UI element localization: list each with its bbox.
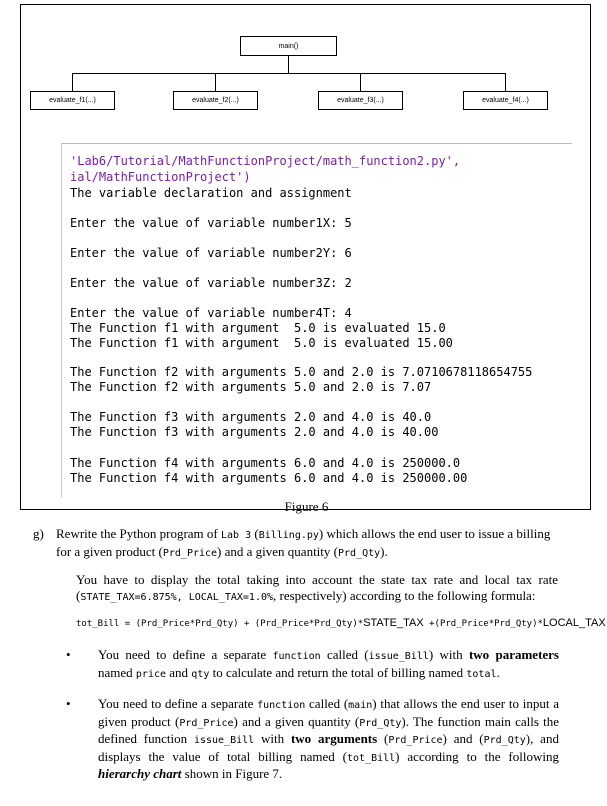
- bullet-1: [98, 647, 559, 682]
- code-text: Prd_Price: [388, 735, 443, 746]
- connector: [72, 73, 505, 74]
- formula-term: LOCAL_TAX: [542, 617, 606, 629]
- code-text: Prd_Price: [162, 547, 218, 559]
- connector: [215, 73, 216, 91]
- text: You have to display the total taking into account the state tax rate and local tax rate (: [76, 572, 558, 603]
- question-paragraph-1: [56, 526, 556, 561]
- connector: [72, 73, 73, 91]
- code-text: Prd_Qty: [359, 717, 402, 729]
- divider: [62, 143, 572, 144]
- code-text: Billing.py: [258, 530, 319, 541]
- text: named: [98, 664, 136, 680]
- text: ) with: [428, 647, 469, 662]
- chart-node-evaluate-f4: evaluate_f4(...): [463, 91, 548, 110]
- code-text: function: [272, 651, 321, 662]
- chart-node-evaluate-f2: evaluate_f2(...): [173, 91, 258, 110]
- text: and: [166, 664, 192, 680]
- bold-text: two parameters: [468, 647, 559, 662]
- text: ), and displays the value of total billing named (: [98, 731, 559, 764]
- chart-node-main: main(): [240, 36, 337, 56]
- console-line: The Function f1 with argument 5.0 is evaluated 15.00: [70, 336, 453, 350]
- bullet-marker: •: [66, 696, 71, 711]
- formula-term: STATE_TAX: [363, 617, 424, 629]
- connector: [288, 56, 289, 73]
- code-text: qty: [191, 668, 210, 680]
- code-text: Prd_Price: [179, 717, 234, 729]
- text: Rewrite the Python program of: [56, 526, 221, 541]
- text: .: [496, 664, 500, 680]
- text: called (: [320, 647, 369, 662]
- emphasis-text: hierarchy chart: [98, 766, 182, 781]
- console-line: Enter the value of variable number2Y: 6: [70, 246, 352, 260]
- console-line: 'Lab6/Tutorial/MathFunctionProject/math_function2.py',: [70, 154, 461, 168]
- connector: [360, 73, 361, 91]
- console-line: The Function f1 with argument 5.0 is evaluated 15.0: [70, 321, 446, 335]
- console-line: Enter the value of variable number4T: 4: [70, 306, 352, 320]
- text: with: [254, 731, 291, 746]
- chart-node-evaluate-f3: evaluate_f3(...): [318, 91, 403, 110]
- code-text: tot_Bill: [346, 752, 396, 764]
- question-paragraph-2: [76, 572, 558, 605]
- code-text: issue_Bill: [368, 651, 429, 662]
- code-text: price: [135, 668, 167, 680]
- console-line: The Function f4 with arguments 6.0 and 4.0 is 250000.0: [70, 456, 461, 470]
- text: ) that allows the end user to input a given product (: [98, 696, 559, 729]
- question-label: g): [33, 526, 44, 541]
- bold-text: two arguments: [290, 731, 378, 746]
- code-text: Prd_Qty: [483, 735, 526, 746]
- bullet-marker: •: [66, 647, 71, 662]
- text: ). The function main calls the defined function: [98, 713, 560, 746]
- text: called (: [305, 696, 349, 711]
- text: ) and (: [442, 731, 484, 746]
- console-output: [61, 143, 572, 497]
- text: ) and a given quantity (: [217, 543, 338, 559]
- text: shown in Figure 7.: [181, 766, 283, 781]
- code-text: main: [348, 700, 373, 711]
- chart-node-evaluate-f1: evaluate_f1(...): [30, 91, 115, 110]
- console-line: Enter the value of variable number3Z: 2: [70, 276, 352, 290]
- console-line: The variable declaration and assignment: [70, 186, 352, 200]
- formula-code: +(Prd_Price*Prd_Qty)*: [423, 619, 543, 629]
- console-line: The Function f2 with arguments 5.0 and 2.0 is 7.07: [70, 380, 432, 394]
- code-text: Prd_Qty: [337, 547, 381, 559]
- console-line: ial/MathFunctionProject'): [70, 170, 251, 184]
- text: to calculate and return the total of billing named: [209, 664, 467, 680]
- code-text: Lab 3: [221, 530, 252, 541]
- console-line: The Function f2 with arguments 5.0 and 2.0 is 7.0710678118654755: [70, 365, 533, 379]
- text: ).: [380, 543, 388, 559]
- text: You need to define a separate: [98, 696, 258, 711]
- text: You need to define a separate: [98, 647, 273, 662]
- console-line: The Function f3 with arguments 2.0 and 4.0 is 40.00: [70, 425, 439, 439]
- console-line: Enter the value of variable number1X: 5: [70, 216, 352, 230]
- figure-caption: Figure 6: [284, 499, 329, 514]
- figure-6: [20, 4, 591, 514]
- text: ) and a given quantity (: [233, 713, 360, 729]
- code-text: function: [257, 700, 306, 711]
- code-text: issue_Bill: [193, 735, 255, 746]
- formula-code: tot_Bill = (Prd_Price*Prd_Qty) + (Prd_Price*Prd_Qty)*: [76, 619, 364, 629]
- code-text: total: [466, 668, 497, 680]
- text: (: [377, 731, 389, 746]
- console-line: The Function f3 with arguments 2.0 and 4.0 is 40.0: [70, 410, 432, 424]
- formula: [76, 617, 606, 629]
- text: ) which allows the end user to issue a billing for a given product (: [56, 526, 551, 559]
- text: ) according to the following: [395, 748, 559, 764]
- text: , respectively) according to the following formula:: [273, 587, 536, 603]
- code-text: STATE_TAX=6.875%, LOCAL_TAX=1.0%: [80, 591, 273, 603]
- bullet-2: [98, 696, 559, 782]
- text: (: [251, 526, 259, 541]
- connector: [505, 73, 506, 91]
- console-line: The Function f4 with arguments 6.0 and 4.0 is 250000.00: [70, 471, 468, 485]
